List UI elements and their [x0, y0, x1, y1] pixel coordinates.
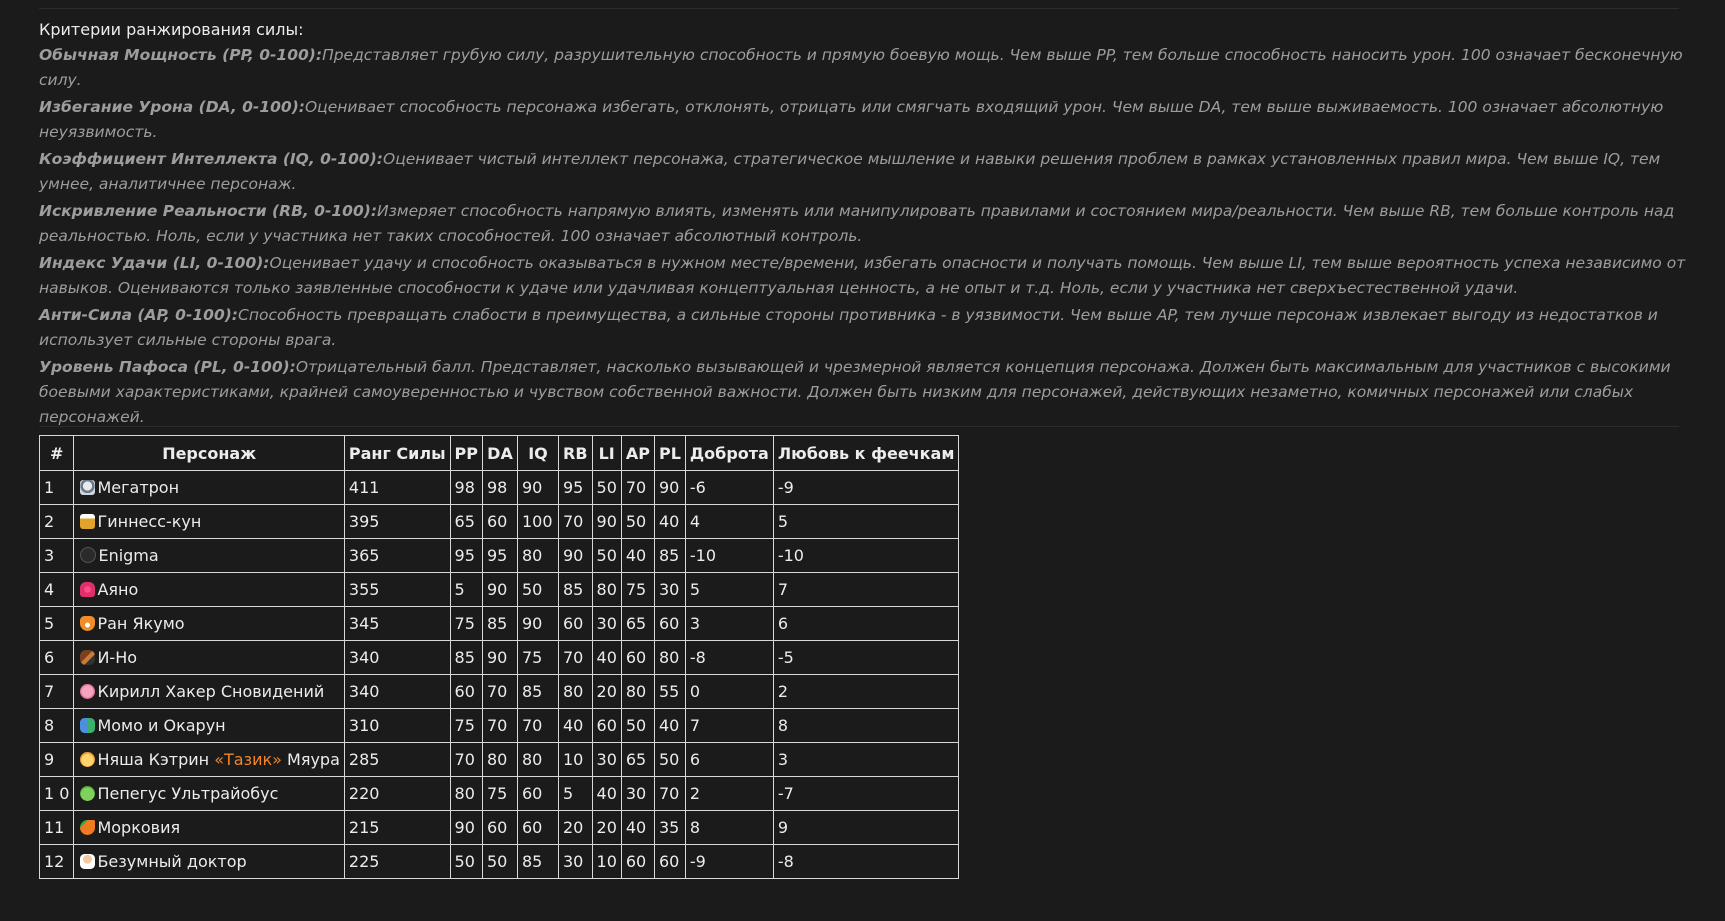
cell-ap: 60 — [621, 641, 654, 675]
ribbon-icon — [80, 582, 95, 597]
header-rb: RB — [559, 436, 593, 471]
cell-name — [74, 675, 344, 709]
cell-name — [74, 845, 344, 879]
cell-num: 1 0 — [40, 777, 74, 811]
cell-pl: 60 — [654, 607, 685, 641]
cell-pl: 90 — [654, 471, 685, 505]
cell-da: 60 — [483, 811, 518, 845]
cell-kindness: 2 — [685, 777, 773, 811]
criteria-text: Представляет грубую силу, разрушительную способность и прямую боевую мощь. Чем выше PP, тем больше способность наносить урон. 100 означает бесконечную силу. — [39, 46, 1683, 89]
cell-rb: 80 — [559, 675, 593, 709]
cell-rb: 10 — [559, 743, 593, 777]
cell-pl: 50 — [654, 743, 685, 777]
table-header-row — [40, 436, 959, 471]
header-pl: PL — [654, 436, 685, 471]
cell-kindness: -6 — [685, 471, 773, 505]
cell-love: -5 — [773, 641, 959, 675]
cell-name — [74, 539, 344, 573]
criteria-text: Оценивает чистый интеллект персонажа, стратегическое мышление и навыки решения проблем в рамках установленных правил мира. Чем выше IQ, тем умнее, аналитичнее персонаж. — [39, 150, 1661, 193]
cell-da: 95 — [483, 539, 518, 573]
cell-name — [74, 641, 344, 675]
cell-pl: 30 — [654, 573, 685, 607]
criteria-item-iq — [39, 147, 1711, 197]
cell-rb: 85 — [559, 573, 593, 607]
criteria-item-pp — [39, 43, 1711, 93]
cell-ap: 50 — [621, 709, 654, 743]
doctor-icon — [80, 854, 95, 869]
header-pp: PP — [450, 436, 482, 471]
cell-pl: 60 — [654, 845, 685, 879]
black-circle-icon — [80, 547, 96, 563]
cell-da: 85 — [483, 607, 518, 641]
cell-love: 9 — [773, 811, 959, 845]
character-name-post: Мяура — [281, 750, 340, 769]
cell-num: 5 — [40, 607, 74, 641]
criteria-item-pl — [39, 355, 1711, 430]
character-name: Гиннесс-кун — [97, 512, 202, 531]
character-name: Enigma — [98, 546, 159, 565]
header-da: DA — [483, 436, 518, 471]
cell-da: 60 — [483, 505, 518, 539]
cell-rb: 70 — [559, 505, 593, 539]
cell-kindness: 4 — [685, 505, 773, 539]
cell-name — [74, 505, 344, 539]
criteria-text: Отрицательный балл. Представляет, насколько вызывающей и чрезмерной является концепция персонажа. Должен быть максимальным для участников с высокими боевыми характеристиками, крайней самоуверенностью и чувством собственной важности. Должен быть низким для персонажей, действующих незаметно, комичных персонажей или слабых персонажей. — [39, 358, 1671, 426]
guitar-icon — [80, 650, 95, 665]
cell-pl: 55 — [654, 675, 685, 709]
table-row — [40, 777, 959, 811]
criteria-text: Оценивает способность персонажа избегать, отклонять, отрицать или смягчать входящий урон. Чем выше DA, тем выше выживаемость. 100 означает абсолютную неуязвимость. — [39, 98, 1664, 141]
cell-ap: 65 — [621, 743, 654, 777]
top-divider — [39, 8, 1679, 9]
cell-pp: 80 — [450, 777, 482, 811]
cell-pl: 40 — [654, 709, 685, 743]
cell-li: 40 — [592, 641, 621, 675]
header-name: Персонаж — [74, 436, 344, 471]
cell-iq: 100 — [518, 505, 559, 539]
character-name: Ран Якумо — [97, 614, 185, 633]
cell-kindness: 0 — [685, 675, 773, 709]
header-kindness: Доброта — [685, 436, 773, 471]
cell-da: 50 — [483, 845, 518, 879]
cell-li: 30 — [592, 607, 621, 641]
criteria-item-da — [39, 95, 1711, 145]
table-row — [40, 607, 959, 641]
cell-li: 30 — [592, 743, 621, 777]
cell-pl: 35 — [654, 811, 685, 845]
header-iq: IQ — [518, 436, 559, 471]
cell-rank: 395 — [344, 505, 450, 539]
cell-name — [74, 777, 344, 811]
cell-kindness: 5 — [685, 573, 773, 607]
criteria-item-li — [39, 251, 1711, 301]
cell-rank: 215 — [344, 811, 450, 845]
carrot-icon — [80, 820, 95, 835]
cell-pp: 5 — [450, 573, 482, 607]
cell-love: 5 — [773, 505, 959, 539]
cell-rb: 5 — [559, 777, 593, 811]
criteria-label: Избегание Урона (DA, 0-100): — [39, 98, 305, 116]
cell-da: 75 — [483, 777, 518, 811]
cell-pl: 70 — [654, 777, 685, 811]
cell-num: 9 — [40, 743, 74, 777]
cell-num: 3 — [40, 539, 74, 573]
cell-rb: 30 — [559, 845, 593, 879]
cell-love: -9 — [773, 471, 959, 505]
cell-da: 98 — [483, 471, 518, 505]
cell-ap: 30 — [621, 777, 654, 811]
cell-li: 20 — [592, 675, 621, 709]
frog-face-icon — [80, 786, 95, 801]
cell-pp: 60 — [450, 675, 482, 709]
table-row — [40, 743, 959, 777]
cell-pl: 40 — [654, 505, 685, 539]
cell-rank: 340 — [344, 675, 450, 709]
table-row — [40, 675, 959, 709]
fox-face-icon — [80, 616, 95, 631]
cell-iq: 90 — [518, 471, 559, 505]
cell-name — [74, 607, 344, 641]
brain-icon — [80, 684, 95, 699]
cell-num: 6 — [40, 641, 74, 675]
cell-iq: 85 — [518, 845, 559, 879]
cell-name — [74, 811, 344, 845]
cell-rank: 411 — [344, 471, 450, 505]
cell-name — [74, 709, 344, 743]
cell-love: 8 — [773, 709, 959, 743]
cell-love: 3 — [773, 743, 959, 777]
cell-ap: 40 — [621, 539, 654, 573]
cell-iq: 70 — [518, 709, 559, 743]
cell-li: 90 — [592, 505, 621, 539]
character-name: Мегатрон — [97, 478, 180, 497]
table-row — [40, 709, 959, 743]
cell-li: 50 — [592, 539, 621, 573]
cell-iq: 90 — [518, 607, 559, 641]
cell-love: -10 — [773, 539, 959, 573]
cell-ap: 60 — [621, 845, 654, 879]
cell-rank: 365 — [344, 539, 450, 573]
criteria-label: Уровень Пафоса (PL, 0-100): — [39, 358, 296, 376]
criteria-label: Индекс Удачи (LI, 0-100): — [39, 254, 270, 272]
character-name: Кирилл Хакер Сновидений — [97, 682, 325, 701]
cell-ap: 80 — [621, 675, 654, 709]
cell-ap: 50 — [621, 505, 654, 539]
cell-num: 7 — [40, 675, 74, 709]
header-li: LI — [592, 436, 621, 471]
cell-rank: 355 — [344, 573, 450, 607]
cell-iq: 80 — [518, 743, 559, 777]
cell-li: 10 — [592, 845, 621, 879]
cell-pp: 85 — [450, 641, 482, 675]
section-divider — [39, 426, 1679, 427]
table-row — [40, 811, 959, 845]
cell-li: 60 — [592, 709, 621, 743]
cell-li: 20 — [592, 811, 621, 845]
cell-kindness: 8 — [685, 811, 773, 845]
cell-iq: 60 — [518, 777, 559, 811]
cell-pp: 70 — [450, 743, 482, 777]
header-num: # — [40, 436, 74, 471]
cell-da: 70 — [483, 709, 518, 743]
criteria-heading: Критерии ранжирования силы: — [39, 20, 304, 39]
criteria-label: Искривление Реальности (RB, 0-100): — [39, 202, 378, 220]
header-love: Любовь к феечкам — [773, 436, 959, 471]
robot-face-icon — [80, 480, 95, 495]
criteria-section — [39, 18, 1711, 432]
cell-love: 2 — [773, 675, 959, 709]
cell-li: 40 — [592, 777, 621, 811]
couple-icon — [80, 718, 95, 733]
cell-rb: 70 — [559, 641, 593, 675]
table-row — [40, 845, 959, 879]
cell-ap: 70 — [621, 471, 654, 505]
cell-rb: 90 — [559, 539, 593, 573]
criteria-text: Измеряет способность напрямую влиять, изменять или манипулировать правилами и состоянием мира/реальности. Чем выше RB, тем больше контроль над реальностью. Ноль, если у участника нет таких способностей. 100 означает абсолютный контроль. — [39, 202, 1675, 245]
criteria-item-ap — [39, 303, 1711, 353]
cell-num: 2 — [40, 505, 74, 539]
criteria-text: Способность превращать слабости в преимущества, а сильные стороны противника - в уязвимости. Чем выше AP, тем лучше персонаж извлекает выгоду из недостатков и использует сильные стороны врага. — [39, 306, 1658, 349]
character-name-pre: Няша Кэтрин — [97, 750, 215, 769]
power-ranking-table — [39, 435, 959, 879]
cell-pp: 90 — [450, 811, 482, 845]
cell-kindness: 7 — [685, 709, 773, 743]
cell-kindness: -8 — [685, 641, 773, 675]
cell-kindness: -9 — [685, 845, 773, 879]
cell-name — [74, 743, 344, 777]
cell-ap: 40 — [621, 811, 654, 845]
character-name: И-Но — [97, 648, 138, 667]
cell-da: 80 — [483, 743, 518, 777]
cell-rb: 60 — [559, 607, 593, 641]
criteria-label: Коэффициент Интеллекта (IQ, 0-100): — [39, 150, 383, 168]
cell-rank: 285 — [344, 743, 450, 777]
cell-num: 1 — [40, 471, 74, 505]
cell-rb: 20 — [559, 811, 593, 845]
cell-rb: 40 — [559, 709, 593, 743]
criteria-label: Анти-Сила (AP, 0-100): — [39, 306, 239, 324]
cell-pp: 75 — [450, 709, 482, 743]
cell-pp: 98 — [450, 471, 482, 505]
cell-pl: 85 — [654, 539, 685, 573]
cell-iq: 60 — [518, 811, 559, 845]
cell-num: 11 — [40, 811, 74, 845]
table-row — [40, 471, 959, 505]
table-row — [40, 573, 959, 607]
beer-mug-icon — [80, 514, 95, 529]
character-nickname-highlight: «Тазик» — [214, 750, 282, 769]
cell-rank: 340 — [344, 641, 450, 675]
cell-kindness: 6 — [685, 743, 773, 777]
cell-kindness: -10 — [685, 539, 773, 573]
cell-pp: 50 — [450, 845, 482, 879]
cell-num: 4 — [40, 573, 74, 607]
cell-da: 90 — [483, 573, 518, 607]
character-name: Момо и Окарун — [97, 716, 226, 735]
cell-iq: 50 — [518, 573, 559, 607]
cat-face-icon — [80, 752, 95, 767]
cell-iq: 85 — [518, 675, 559, 709]
cell-num: 8 — [40, 709, 74, 743]
cell-kindness: 3 — [685, 607, 773, 641]
cell-rank: 345 — [344, 607, 450, 641]
cell-name — [74, 471, 344, 505]
table-row — [40, 505, 959, 539]
cell-pl: 80 — [654, 641, 685, 675]
cell-pp: 65 — [450, 505, 482, 539]
character-name: Пепегус Ультрайобус — [97, 784, 279, 803]
cell-num: 12 — [40, 845, 74, 879]
cell-rank: 225 — [344, 845, 450, 879]
table-row — [40, 539, 959, 573]
header-ap: AP — [621, 436, 654, 471]
cell-ap: 75 — [621, 573, 654, 607]
cell-rank: 220 — [344, 777, 450, 811]
table-row — [40, 641, 959, 675]
cell-da: 90 — [483, 641, 518, 675]
cell-ap: 65 — [621, 607, 654, 641]
criteria-label: Обычная Мощность (PP, 0-100): — [39, 46, 323, 64]
character-name: Аяно — [97, 580, 139, 599]
character-name: Морковия — [97, 818, 181, 837]
cell-love: 7 — [773, 573, 959, 607]
cell-li: 80 — [592, 573, 621, 607]
cell-rb: 95 — [559, 471, 593, 505]
cell-love: -7 — [773, 777, 959, 811]
cell-iq: 80 — [518, 539, 559, 573]
cell-pp: 95 — [450, 539, 482, 573]
cell-rank: 310 — [344, 709, 450, 743]
cell-pp: 75 — [450, 607, 482, 641]
header-rank: Ранг Силы — [344, 436, 450, 471]
character-name: Безумный доктор — [97, 852, 247, 871]
cell-love: -8 — [773, 845, 959, 879]
cell-name — [74, 573, 344, 607]
cell-da: 70 — [483, 675, 518, 709]
criteria-item-rb — [39, 199, 1711, 249]
criteria-text: Оценивает удачу и способность оказываться в нужном месте/времени, избегать опасности и получать помощь. Чем выше LI, тем выше вероятность успеха независимо от навыков. Оцениваются только заявленные способности к удаче или удачливая концептуальная ценность, а не опыт и т.д. Ноль, если у участника нет сверхъестественной удачи. — [39, 254, 1686, 297]
cell-iq: 75 — [518, 641, 559, 675]
cell-li: 50 — [592, 471, 621, 505]
cell-love: 6 — [773, 607, 959, 641]
